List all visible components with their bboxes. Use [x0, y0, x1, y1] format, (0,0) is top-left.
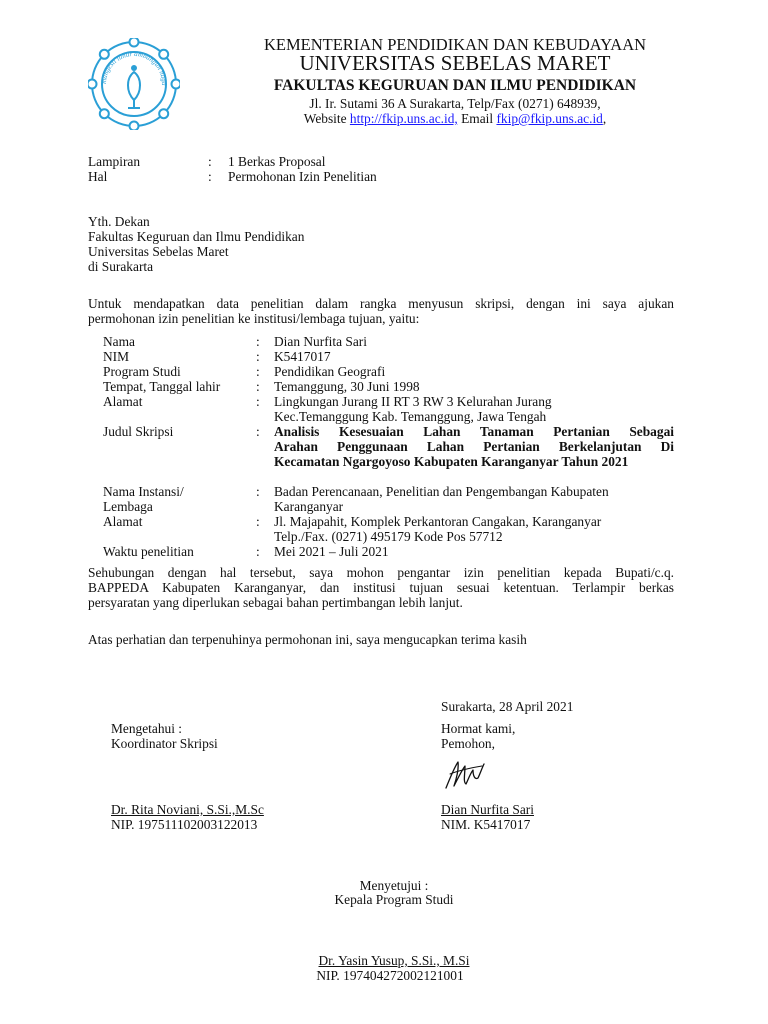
- website-link[interactable]: http://fkip.uns.ac.id,: [349, 111, 458, 126]
- right-sign-title2: Pemohon,: [441, 736, 495, 751]
- closing-line2: BAPPEDA Kabupaten Karanganyar, dan institusi tujuan sesuai ketentuan. Terlampir berkas: [88, 580, 674, 595]
- letterhead-ministry: KEMENTERIAN PENDIDIKAN DAN KEBUDAYAAN: [263, 35, 647, 54]
- left-sign-title2: Koordinator Skripsi: [111, 736, 218, 751]
- prodi-label: Program Studi: [103, 364, 181, 379]
- alamat-instansi-line2: Telp./Fax. (0271) 495179 Kode Pos 57712: [274, 529, 503, 544]
- handwritten-signature: [440, 754, 486, 794]
- lampiran-colon: :: [208, 154, 212, 169]
- letterhead-address: Jl. Ir. Sutami 36 A Surakarta, Telp/Fax (0271) 648939,: [309, 96, 601, 111]
- waktu-value: Mei 2021 – Juli 2021: [274, 544, 389, 559]
- closing-line1: Sehubungan dengan hal tersebut, saya mohon pengantar izin penelitian kepada Bupati/c.q.: [88, 565, 674, 580]
- logo-ring-text: mangesti luhur ambangun naga: [99, 49, 169, 86]
- recipient-line4: di Surakarta: [88, 259, 154, 274]
- judul-value-line2: Arahan Penggunaan Lahan Pertanian Berkelanjutan Di: [274, 439, 674, 454]
- instansi-label-line1: Nama Instansi/: [103, 484, 184, 499]
- prodi-colon: :: [256, 364, 260, 379]
- prodi-value: Pendidikan Geografi: [274, 364, 386, 379]
- intro-line2: permohonan izin penelitian ke institusi/lembaga tujuan, yaitu:: [88, 311, 420, 326]
- alamat-instansi-colon: :: [256, 514, 260, 529]
- closing-line3: persyaratan yang diperlukan sebagai bahan pertimbangan lebih lanjut.: [88, 595, 463, 610]
- right-sign-name: Dian Nurfita Sari: [441, 802, 534, 817]
- letterhead-university: UNIVERSITAS SEBELAS MARET: [299, 51, 611, 75]
- thanks-line: Atas perhatian dan terpenuhinya permohonan ini, saya mengucapkan terima kasih: [88, 632, 527, 647]
- ttl-label: Tempat, Tanggal lahir: [103, 379, 221, 394]
- alamat-label: Alamat: [103, 394, 143, 409]
- judul-colon: :: [256, 424, 260, 439]
- judul-value-line1: Analisis Kesesuaian Lahan Tanaman Pertanian Sebagai: [274, 424, 674, 439]
- bottom-sign-name: Dr. Yasin Yusup, S.Si., M.Si: [318, 953, 470, 968]
- email-suffix: ,: [602, 111, 607, 126]
- email-label: Email: [457, 111, 497, 126]
- ttl-value: Temanggung, 30 Juni 1998: [274, 379, 420, 394]
- bottom-sign-id: NIP. 197404272002121001: [316, 968, 464, 983]
- nim-value: K5417017: [274, 349, 331, 364]
- hal-value: Permohonan Izin Penelitian: [228, 169, 377, 184]
- recipient-line3: Universitas Sebelas Maret: [88, 244, 229, 259]
- waktu-colon: :: [256, 544, 260, 559]
- instansi-value-line1: Badan Perencanaan, Penelitian dan Pengembangan Kabupaten: [274, 484, 609, 499]
- lampiran-value: 1 Berkas Proposal: [228, 154, 326, 169]
- alamat-colon: :: [256, 394, 260, 409]
- hal-colon: :: [208, 169, 212, 184]
- left-sign-id: NIP. 197511102003122013: [111, 817, 258, 832]
- instansi-colon: :: [256, 484, 260, 499]
- nim-label: NIM: [103, 349, 130, 364]
- instansi-value-line2: Karanganyar: [274, 499, 344, 514]
- letterhead-faculty: FAKULTAS KEGURUAN DAN ILMU PENDIDIKAN: [273, 77, 637, 94]
- university-logo: [88, 38, 180, 130]
- left-sign-title1: Mengetahui :: [111, 721, 183, 736]
- hal-label: Hal: [88, 169, 108, 184]
- nama-label: Nama: [103, 334, 135, 349]
- ttl-colon: :: [256, 379, 260, 394]
- recipient-line1: Yth. Dekan: [88, 214, 150, 229]
- right-sign-id: NIM. K5417017: [441, 817, 531, 832]
- alamat-value-line2: Kec.Temanggung Kab. Temanggung, Jawa Tengah: [274, 409, 547, 424]
- bottom-sign-title1: Menyetujui :: [359, 878, 429, 893]
- judul-value-line3: Kecamatan Ngargoyoso Kabupaten Karanganyar Tahun 2021: [274, 454, 629, 469]
- right-sign-title1: Hormat kami,: [441, 721, 516, 736]
- lampiran-label: Lampiran: [88, 154, 141, 169]
- alamat-value-line1: Lingkungan Jurang II RT 3 RW 3 Kelurahan Jurang: [274, 394, 552, 409]
- nama-colon: :: [256, 334, 260, 349]
- website-label: Website: [303, 111, 350, 126]
- recipient-line2: Fakultas Keguruan dan Ilmu Pendidikan: [88, 229, 305, 244]
- alamat-instansi-label: Alamat: [103, 514, 143, 529]
- email-link[interactable]: fkip@fkip.uns.ac.id: [496, 111, 603, 126]
- alamat-instansi-line1: Jl. Majapahit, Komplek Perkantoran Cangakan, Karanganyar: [274, 514, 602, 529]
- instansi-label-line2: Lembaga: [103, 499, 153, 514]
- intro-line1: Untuk mendapatkan data penelitian dalam rangka menyusun skripsi, dengan ini saya ajukan: [88, 296, 674, 311]
- waktu-label: Waktu penelitian: [103, 544, 194, 559]
- judul-label: Judul Skripsi: [103, 424, 174, 439]
- nim-colon: :: [256, 349, 260, 364]
- left-sign-name: Dr. Rita Noviani, S.Si.,M.Sc: [111, 802, 264, 817]
- place-date: Surakarta, 28 April 2021: [441, 699, 574, 714]
- bottom-sign-title2: Kepala Program Studi: [334, 892, 454, 907]
- nama-value: Dian Nurfita Sari: [274, 334, 367, 349]
- letterhead-contact: [205, 111, 705, 127]
